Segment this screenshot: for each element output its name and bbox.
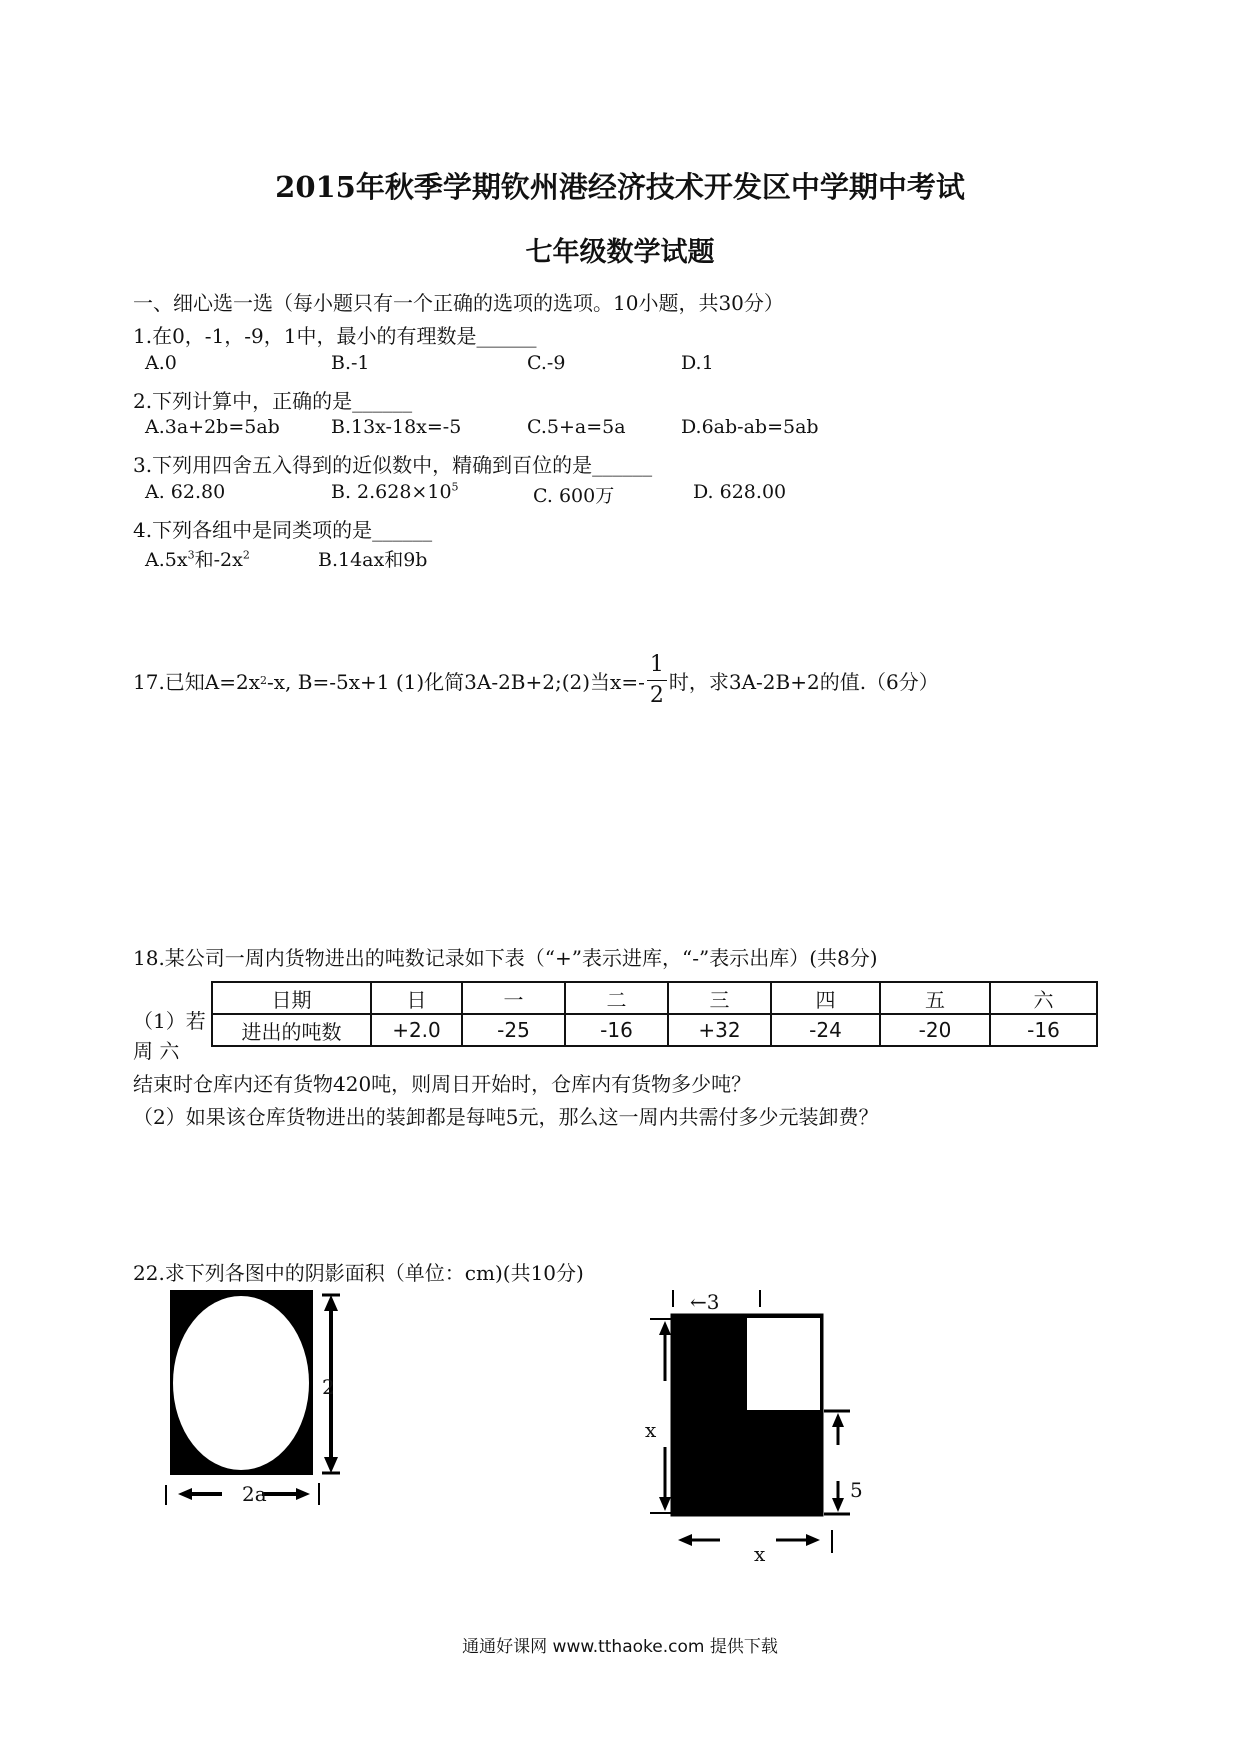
question-2-stem: 2.下列计算中，正确的是______ (133, 389, 413, 413)
q3-option-a: A. 62.80 (145, 481, 226, 503)
table-row (212, 982, 1097, 1014)
question-22-stem: 22.求下列各图中的阴影面积（单位：cm)(共10分) (133, 1261, 584, 1285)
q1-option-a: A.0 (145, 352, 177, 374)
fig2-right-label: 5 (850, 1478, 863, 1502)
table-cell: +32 (668, 1014, 771, 1046)
goods-table (211, 981, 1098, 1047)
table-day: 五 (880, 982, 990, 1014)
q18-part1-question: 结束时仓库内还有货物420吨，则周日开始时，仓库内有货物多少吨？ (133, 1072, 752, 1096)
q2-option-b: B.13x-18x=-5 (331, 416, 462, 438)
fig1-width-label: 2a (242, 1482, 267, 1506)
q4-option-a: $A.5x^3$和$-2x^2$ (145, 548, 250, 571)
table-day: 日 (371, 982, 462, 1014)
fig2-left-label: x (645, 1418, 657, 1442)
q2-option-d: D.6ab-ab=5ab (681, 416, 819, 438)
table-cell: -20 (880, 1014, 990, 1046)
question-4-stem: 4.下列各组中是同类项的是______ (133, 518, 433, 542)
figure-2-composite-rectangle (640, 1285, 880, 1570)
table-cell: -16 (990, 1014, 1097, 1046)
q1-option-d: D.1 (681, 352, 714, 374)
table-day: 六 (990, 982, 1097, 1014)
question-3-stem: 3.下列用四舍五入得到的近似数中，精确到百位的是______ (133, 453, 653, 477)
q2-option-c: C.5+a=5a (527, 416, 626, 438)
q1-option-b: B.-1 (331, 352, 370, 374)
table-cell: -16 (565, 1014, 668, 1046)
question-18-stem: 18.某公司一周内货物进出的吨数记录如下表（“+”表示进库，“-”表示出库）(共8分) (133, 946, 878, 970)
question-17: 17.已知A=2x 2 -x, B=-5x+1 (1)化简3A-2B+2;(2)当x=- $\frac{1}{2}$ 时，求3A-2B+2的值.（6分） (133, 650, 939, 711)
exam-subtitle: 七年级数学试题 (525, 237, 715, 268)
exam-title: 2015年秋季学期钦州港经济技术开发区中学期中考试 (275, 170, 965, 204)
table-header-label: 日期 (212, 982, 371, 1014)
fig1-height-label: 2 (322, 1375, 335, 1399)
q3-option-c: C. 600万 (533, 485, 615, 507)
section-heading: 一、细心选一选（每小题只有一个正确的选项的选项。10小题，共30分） (133, 291, 784, 315)
fraction-one-half: $\frac{1}{2}$ (647, 650, 667, 711)
question-1-stem: 1.在0，-1，-9，1中，最小的有理数是______ (133, 324, 537, 348)
q18-part1-weekday: 周 六 (133, 1039, 180, 1063)
table-day: 四 (771, 982, 880, 1014)
q1-option-c: C.-9 (527, 352, 566, 374)
q18-part1-start: （1）若 (133, 1009, 206, 1033)
table-cell: +2.0 (371, 1014, 462, 1046)
table-day: 二 (565, 982, 668, 1014)
table-row-label: 进出的吨数 (212, 1014, 371, 1046)
q2-option-a: A.3a+2b=5ab (145, 416, 280, 438)
q18-part2-question: （2）如果该仓库货物进出的装卸都是每吨5元，那么这一周内共需付多少元装卸费？ (133, 1105, 879, 1129)
table-row (212, 1014, 1097, 1046)
fig2-bottom-label: x (754, 1542, 766, 1566)
table-cell: -24 (771, 1014, 880, 1046)
footer-credit: 通通好课网 www.tthaoke.com 提供下载 (462, 1637, 778, 1657)
q3-option-b: B. $2.628\times 10^5$ (331, 480, 459, 503)
table-cell: -25 (462, 1014, 565, 1046)
table-day: 三 (668, 982, 771, 1014)
q3-option-d: D. 628.00 (693, 481, 787, 503)
fig2-top-label: ←3 (690, 1290, 720, 1314)
table-day: 一 (462, 982, 565, 1014)
q4-option-b: B.14ax和9b (318, 549, 428, 571)
